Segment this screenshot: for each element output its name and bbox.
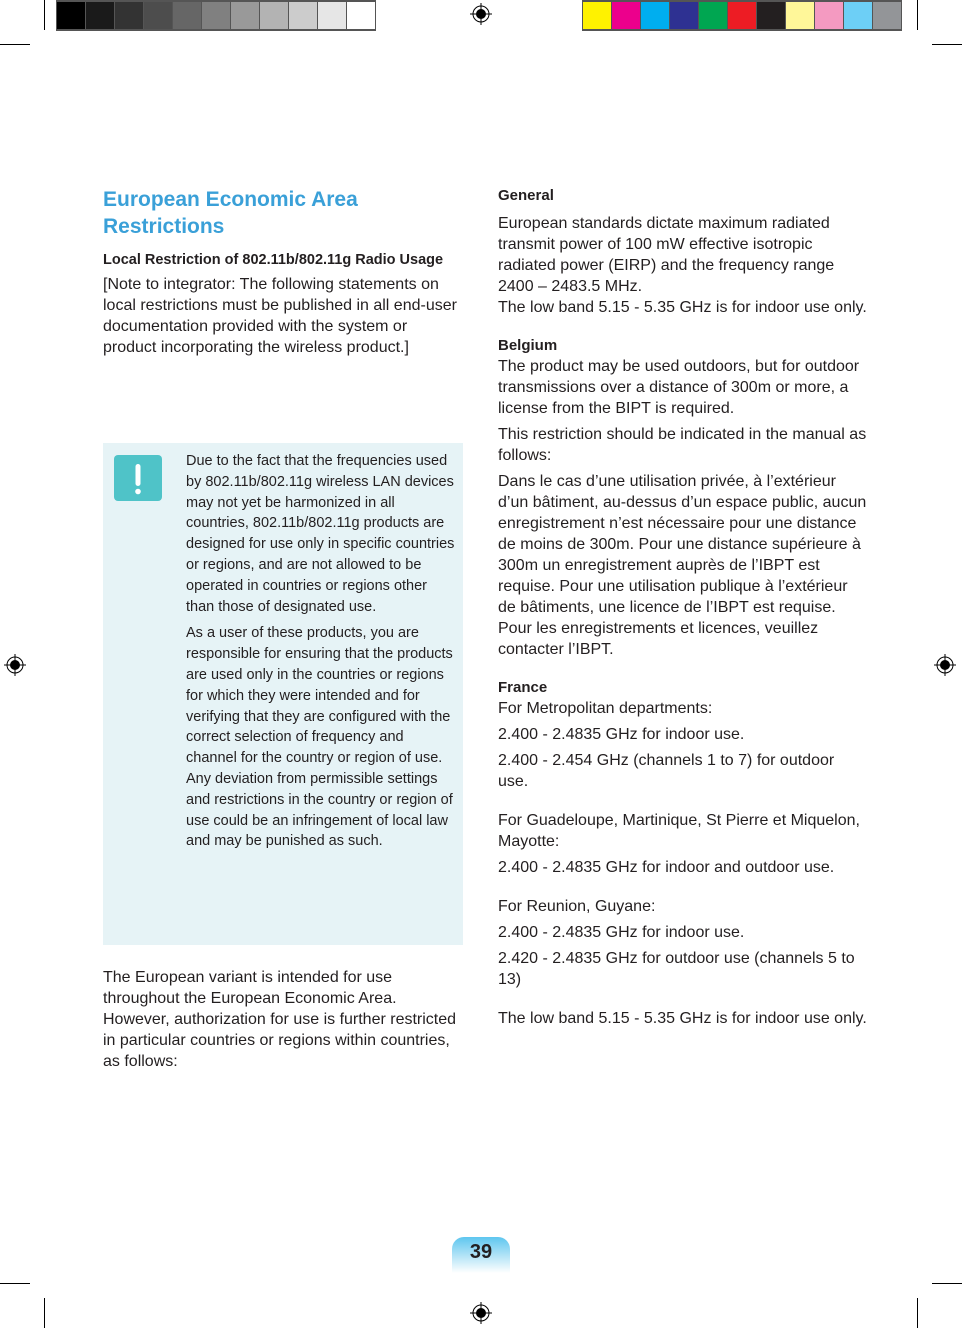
france-low-band: The low band 5.15 - 5.35 GHz is for indoor use only.: [498, 1010, 867, 1027]
grayscale-calibration-bar: [56, 0, 376, 31]
registration-target-icon: [470, 3, 492, 25]
swatch: [115, 2, 143, 29]
swatch: [231, 2, 259, 29]
swatch: [815, 2, 843, 29]
caution-box: [103, 443, 463, 945]
france-overseas-label: For Guadeloupe, Martinique, St Pierre et Miquelon, Mayotte:: [498, 812, 860, 850]
crop-mark: [0, 1283, 30, 1284]
crop-mark: [44, 1298, 45, 1328]
exclamation-icon: [114, 455, 162, 501]
general-low-band: The low band 5.15 - 5.35 GHz is for indoor use only.: [498, 299, 867, 316]
crop-mark: [917, 1298, 918, 1328]
swatch: [202, 2, 230, 29]
swatch: [144, 2, 172, 29]
swatch: [699, 2, 727, 29]
crop-mark: [932, 44, 962, 45]
swatch: [786, 2, 814, 29]
caution-text: [186, 451, 458, 858]
france-overseas-rule: 2.400 - 2.4835 GHz for indoor and outdoor use.: [498, 859, 835, 876]
france-metro-outdoor: 2.400 - 2.454 GHz (channels 1 to 7) for outdoor use.: [498, 752, 835, 790]
france-reunion-indoor: 2.400 - 2.4835 GHz for indoor use.: [498, 924, 745, 941]
swatch: [641, 2, 669, 29]
swatch: [757, 2, 785, 29]
swatch: [612, 2, 640, 29]
swatch: [86, 2, 114, 29]
general-text: European standards dictate maximum radiated transmit power of 100 mW effective isotropic radiated power (EIRP) and the frequency range 2400 – 2483.5 MHz.: [498, 215, 835, 295]
swatch: [728, 2, 756, 29]
france-reunion-outdoor: 2.420 - 2.4835 GHz for outdoor use (channels 5 to 13): [498, 950, 855, 988]
swatch: [289, 2, 317, 29]
swatch: [260, 2, 288, 29]
color-calibration-bar: [582, 0, 902, 31]
registration-target-icon: [470, 1302, 492, 1324]
registration-target-icon: [4, 654, 26, 676]
swatch: [873, 2, 901, 29]
swatch: [670, 2, 698, 29]
page-number: 39: [452, 1237, 510, 1273]
closing-paragraph-block: [103, 967, 463, 1077]
crop-mark: [44, 0, 45, 30]
subsection-title: Local Restriction of 802.11b/802.11g Radio Usage: [103, 252, 444, 268]
swatch: [57, 2, 85, 29]
swatch: [173, 2, 201, 29]
france-metro-indoor: 2.400 - 2.4835 GHz for indoor use.: [498, 726, 745, 743]
caution-paragraph: Due to the fact that the frequencies used by 802.11b/802.11g wireless LAN devices may not yet be harmonized in all countries, 802.11b/802.11g products are designed for use only in specific countries or regions, and are not allowed to be operated in countries or regions other than those of designated use.: [186, 453, 455, 615]
france-reunion-label: For Reunion, Guyane:: [498, 898, 656, 915]
general-section: [498, 186, 868, 318]
swatch: [347, 2, 375, 29]
belgium-french-text: Dans le cas d’une utilisation privée, à l’extérieur d’un bâtiment, au-dessus d’un espace public, aucun enregistrement n’est nécessaire pour une distance de moins de 300m. Pour une distance supérieure à 300m un enregistrement auprès de l’IBPT est requise. Pour une utilisation publique à l’extérieur de bâtiments, une licence de l’IBPT est requise. Pour les enregistrements et licences, veuillez contacter l’IBPT.: [498, 473, 867, 658]
swatch: [583, 2, 611, 29]
belgium-text: The product may be used outdoors, but for outdoor transmissions over a distance of 300m or more, a license from the BIPT is required.: [498, 358, 860, 417]
france-metro-label: For Metropolitan departments:: [498, 700, 713, 717]
france-heading: France: [498, 679, 548, 696]
right-column: [498, 186, 868, 1034]
belgium-section: [498, 336, 868, 660]
swatch: [318, 2, 346, 29]
registration-target-icon: [934, 654, 956, 676]
swatch: [844, 2, 872, 29]
section-title: European Economic Area Restrictions: [103, 188, 358, 238]
belgium-heading: Belgium: [498, 337, 558, 354]
crop-mark: [932, 1283, 962, 1284]
left-column: [103, 186, 463, 363]
france-section: [498, 678, 868, 1029]
general-heading: General: [498, 187, 554, 204]
closing-paragraph: The European variant is intended for use throughout the European Economic Area. However, authorization for use is further restricted in particular countries or regions within countries, as follows:: [103, 969, 457, 1070]
belgium-text: This restriction should be indicated in the manual as follows:: [498, 426, 867, 464]
crop-mark: [917, 0, 918, 30]
crop-mark: [0, 44, 30, 45]
caution-paragraph: As a user of these products, you are responsible for ensuring that the products are used only in the countries or regions for which they were intended and for verifying that they are configured with the correct selection of frequency and channel for the country or region of use. Any deviation from permissible settings and restrictions in the country or region of use could be an infringement of local law and may be punished as such.: [186, 625, 453, 850]
integrator-note: [Note to integrator: The following statements on local restrictions must be published in all end-user documentation provided with the system or product incorporating the wireless product.]: [103, 276, 457, 356]
